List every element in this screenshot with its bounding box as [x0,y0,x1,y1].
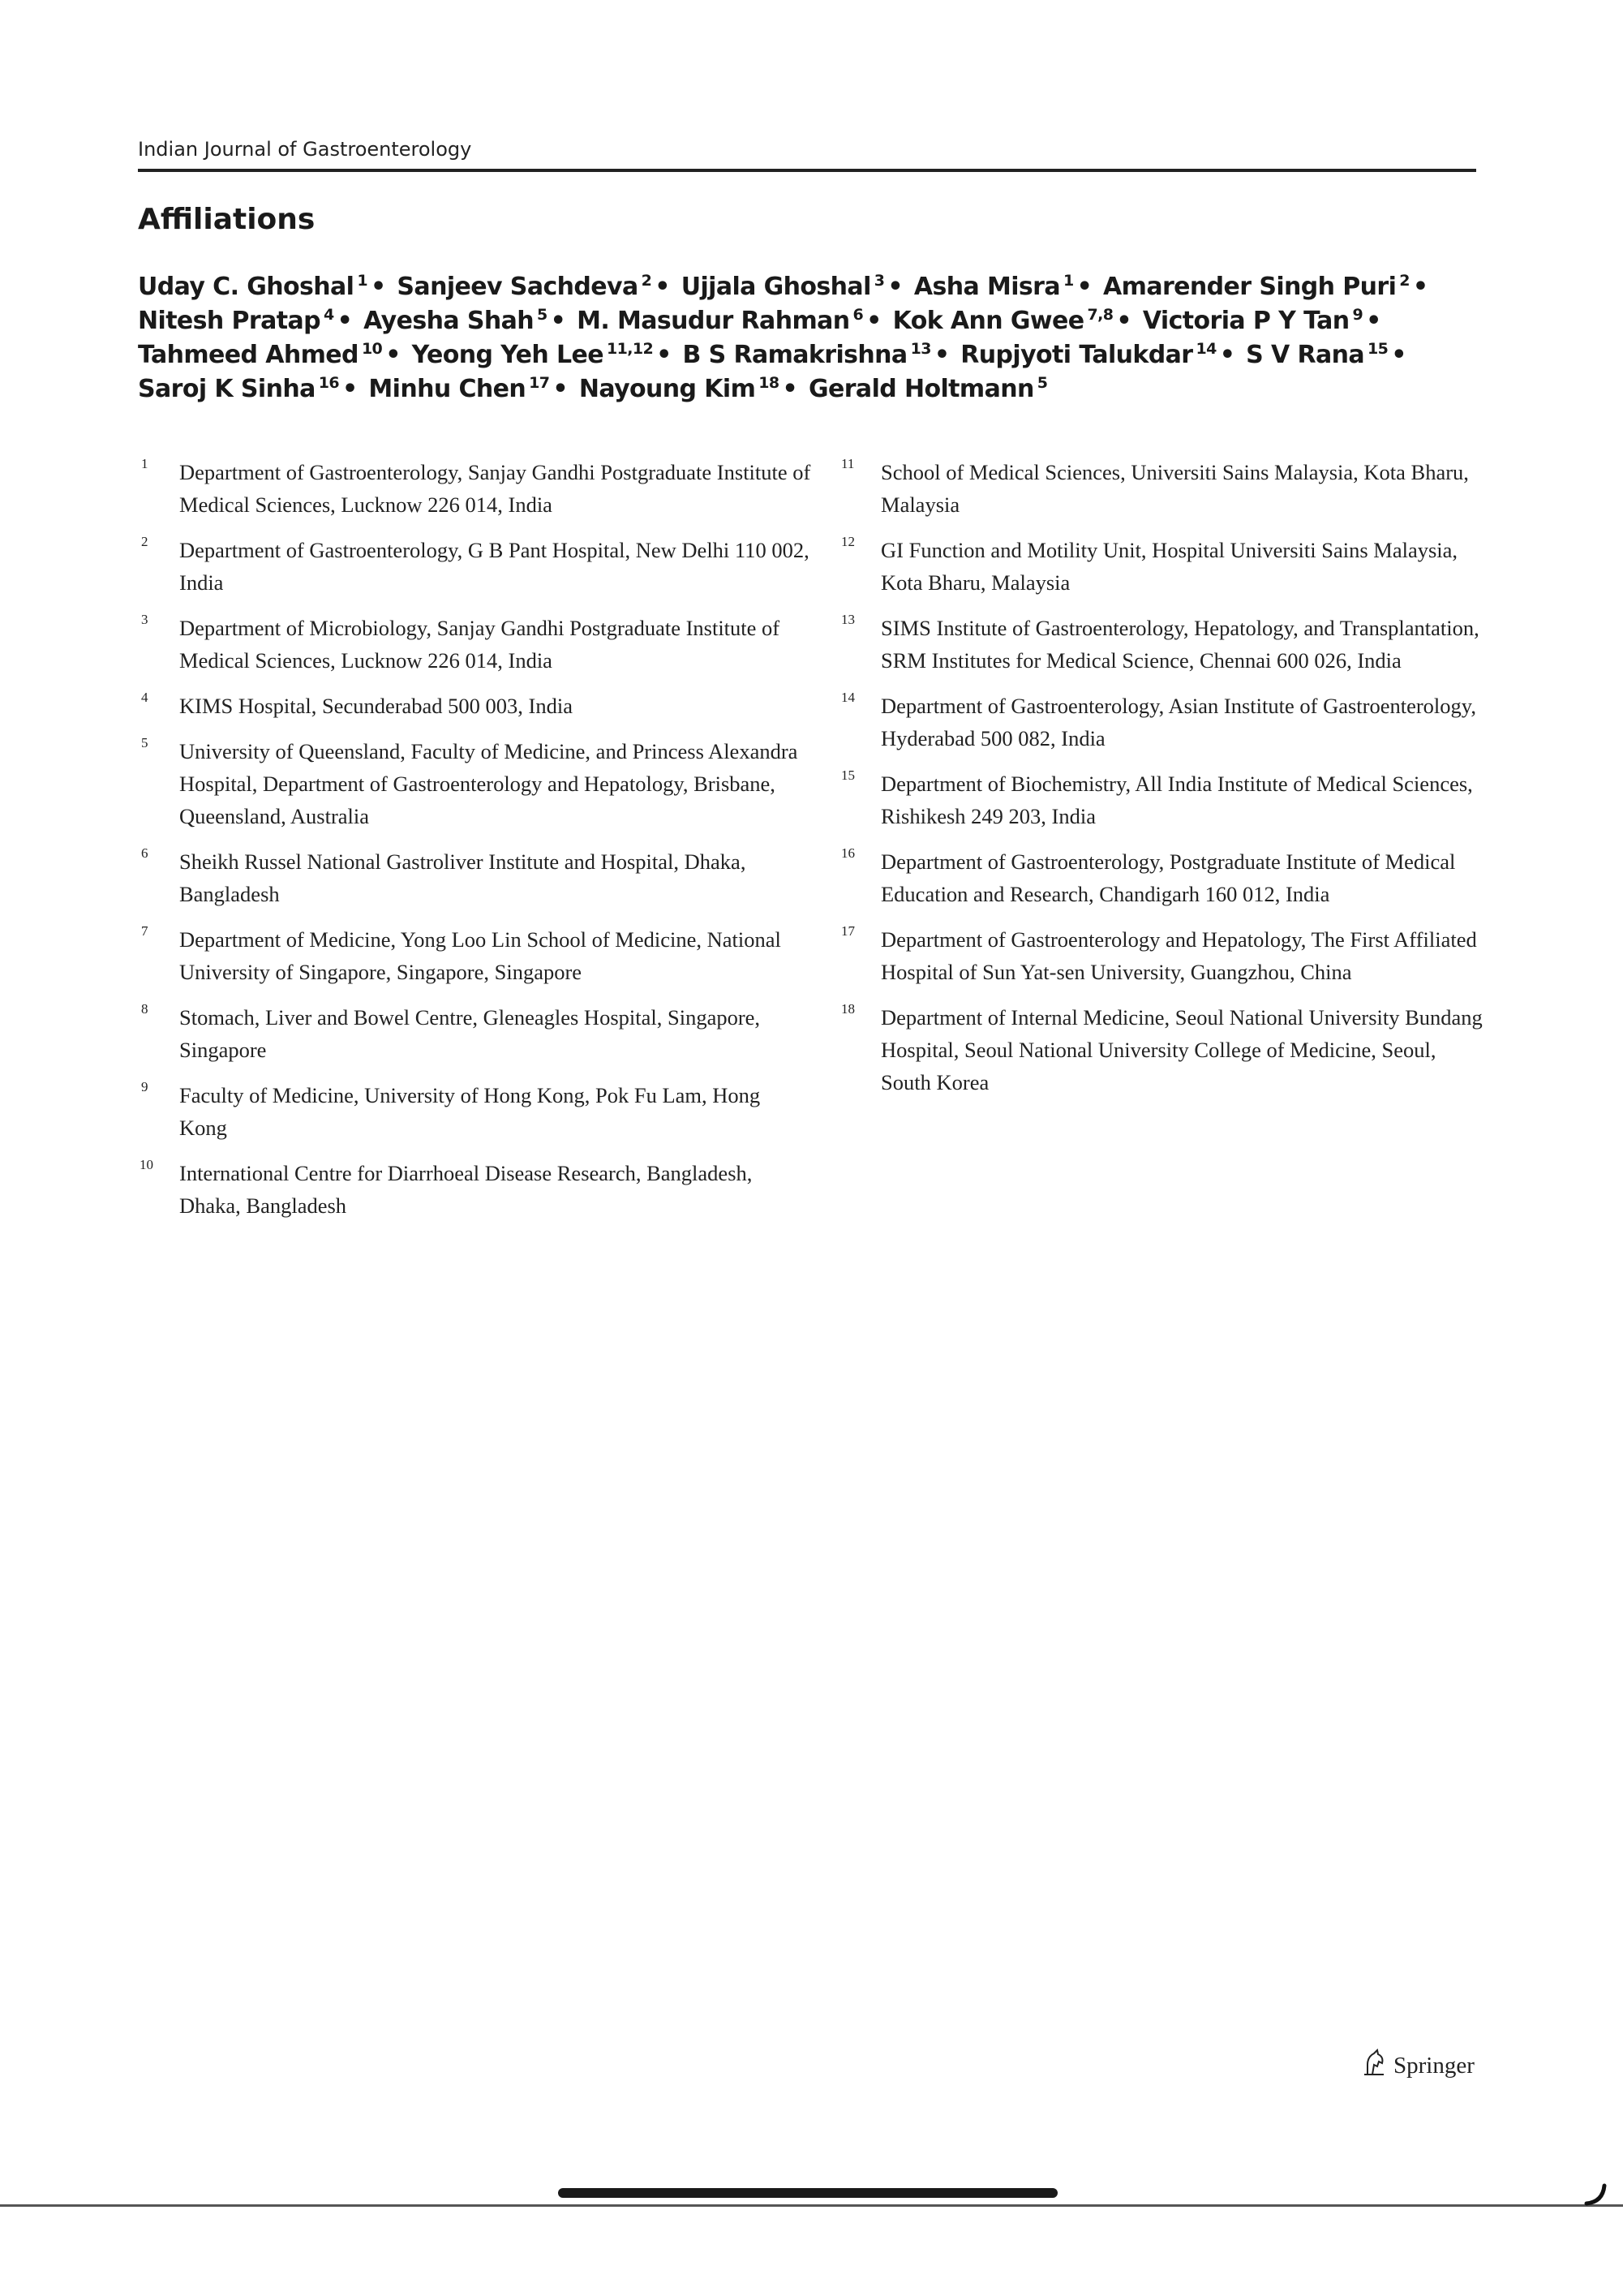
affiliation-text: GI Function and Motility Unit, Hospital Universiti Sains Malaysia, Kota Bharu, Malaysia [881,538,1458,595]
section-heading: Affiliations [138,203,316,236]
author-separator: • [1076,273,1093,301]
affiliation-item [138,690,811,722]
affiliation-text: School of Medical Sciences, Universiti Sains Malaysia, Kota Bharu, Malaysia [881,460,1469,517]
author-name-text: Asha Misra [913,273,1060,301]
affiliation-text: Department of Medicine, Yong Loo Lin School of Medicine, National University of Singapore, Singapore, Singapore [179,927,781,984]
author-affiliation-ref: 4 [324,306,334,324]
author-separator: • [552,375,568,403]
publisher-mark [1363,2049,1475,2083]
author-name [1246,341,1410,369]
affiliation-number: 10 [140,1157,153,1172]
affiliation-number: 9 [141,1079,148,1094]
author-name [683,341,953,369]
author-affiliation-ref: 14 [1196,340,1217,358]
affiliation-number: 3 [141,612,148,627]
author-affiliation-ref: 1 [357,272,367,290]
author-affiliation-ref: 10 [361,340,383,358]
affiliation-number: 16 [841,845,855,861]
author-affiliation-ref: 3 [874,272,885,290]
author-affiliation-ref: 16 [318,374,339,392]
author-affiliation-ref: 5 [537,306,547,324]
author-name-text: Nayoung Kim [578,375,756,403]
affiliation-number: 18 [841,1001,855,1017]
scroll-indicator-icon [1582,2181,1609,2212]
page-bottom-rule [0,2204,1623,2207]
affiliation-item [138,1157,811,1222]
affiliation-item [138,1079,811,1144]
affiliation-number: 8 [141,1001,148,1017]
affiliation-item [839,1001,1488,1099]
author-separator: • [1116,307,1131,335]
author-separator: • [866,307,882,335]
affiliation-text: Department of Gastroenterology, Asian Institute of Gastroenterology, Hyderabad 500 082, India [881,694,1476,750]
affiliation-number: 5 [141,735,148,750]
affiliation-item [138,735,811,832]
author-name-text: Uday C. Ghoshal [138,273,354,301]
author-separator: • [1391,341,1406,369]
author-name [681,273,906,301]
author-affiliation-ref: 2 [1399,272,1410,290]
affiliation-text: Department of Gastroenterology, Sanjay Gandhi Postgraduate Institute of Medical Sciences, Lucknow 226 014, India [179,460,811,517]
author-name-text: Saroj K Sinha [138,375,316,403]
affiliation-text: Department of Internal Medicine, Seoul National University Bundang Hospital, Seoul National University College of Medicine, Seoul, South Korea [881,1005,1483,1094]
author-affiliation-ref: 6 [852,306,864,324]
author-name-text: Victoria P Y Tan [1142,307,1350,335]
affiliation-item [138,534,811,599]
affiliation-item [138,923,811,988]
author-separator: • [337,307,353,335]
author-separator: • [1219,341,1235,369]
header-rule [138,169,1476,172]
author-separator: • [370,273,386,301]
affiliation-text: Department of Gastroenterology, G B Pant Hospital, New Delhi 110 002, India [179,538,809,595]
author-name-text: Rupjyoti Talukdar [960,341,1193,369]
author-affiliation-ref: 5 [1037,374,1048,392]
author-separator: • [655,273,670,301]
author-separator: • [656,341,672,369]
affiliation-number: 6 [141,845,148,861]
affiliation-number: 2 [141,534,148,549]
author-name [893,307,1135,335]
author-list [138,270,1501,406]
author-separator: • [341,375,358,403]
affiliation-text: Stomach, Liver and Bowel Centre, Gleneagles Hospital, Singapore, Singapore [179,1005,761,1062]
author-name-text: Nitesh Pratap [138,307,321,335]
author-affiliation-ref: 17 [529,374,550,392]
author-name [914,273,1095,301]
affiliation-text: Department of Gastroenterology, Postgraduate Institute of Medical Education and Research, Chandigarh 160 012, India [881,849,1456,906]
author-name-text: Ujjala Ghoshal [681,273,871,301]
affiliation-number: 12 [841,534,855,549]
author-name-text: Minhu Chen [368,375,526,403]
author-separator: • [782,375,798,403]
springer-horse-logo [1363,2049,1387,2083]
affiliation-number: 17 [841,923,855,939]
author-name-text: S V Rana [1246,341,1365,369]
author-name [368,375,571,403]
author-separator: • [1366,307,1381,335]
affiliations-right-column [839,456,1488,1111]
author-separator: • [1412,273,1428,301]
affiliation-number: 4 [141,690,148,705]
author-affiliation-ref: 7,8 [1087,306,1114,324]
affiliation-item [839,456,1488,521]
affiliation-text: Department of Gastroenterology and Hepatology, The First Affiliated Hospital of Sun Yat-sen University, Guangzhou, China [881,927,1477,984]
author-affiliation-ref: 18 [758,374,779,392]
author-affiliation-ref: 11,12 [606,340,654,358]
affiliation-item [138,1001,811,1066]
author-name-text: Gerald Holtmann [808,375,1034,403]
author-name-text: B S Ramakrishna [682,341,908,369]
author-name-text: Ayesha Shah [363,307,535,335]
affiliation-item [138,845,811,910]
author-affiliation-ref: 2 [641,272,652,290]
author-affiliation-ref: 13 [910,340,931,358]
author-name [138,375,361,403]
affiliation-item [138,612,811,677]
author-separator: • [934,341,950,369]
author-separator: • [550,307,566,335]
author-name-text: M. Masudur Rahman [577,307,850,335]
affiliation-item [839,845,1488,910]
affiliation-item [839,767,1488,832]
affiliation-item [839,690,1488,755]
author-name [1103,273,1431,301]
author-name-text: Amarender Singh Puri [1103,273,1397,301]
affiliations-left-column [138,456,811,1235]
author-name [397,273,672,301]
author-name-text: Tahmeed Ahmed [138,341,359,369]
author-name [809,375,1047,403]
home-indicator[interactable] [558,2188,1058,2198]
affiliation-item [839,534,1488,599]
affiliation-text: KIMS Hospital, Secunderabad 500 003, India [179,694,573,718]
publisher-name: Springer [1393,2052,1475,2079]
affiliation-number: 13 [841,612,855,627]
author-name-text: Sanjeev Sachdeva [397,273,638,301]
author-name [1143,307,1385,335]
affiliation-item [839,612,1488,677]
affiliation-item [839,923,1488,988]
affiliation-item [138,456,811,521]
author-name [577,307,885,335]
author-name-text: Kok Ann Gwee [892,307,1084,335]
affiliation-text: Faculty of Medicine, University of Hong Kong, Pok Fu Lam, Hong Kong [179,1083,761,1140]
author-affiliation-ref: 15 [1368,340,1389,358]
affiliation-number: 7 [141,923,148,939]
affiliation-text: Sheikh Russel National Gastroliver Institute and Hospital, Dhaka, Bangladesh [179,849,746,906]
affiliation-text: University of Queensland, Faculty of Medicine, and Princess Alexandra Hospital, Department of Gastroenterology and Hepatology, Brisbane, Queensland, Australia [179,739,798,828]
affiliation-number: 11 [841,456,855,471]
affiliation-number: 1 [141,456,148,471]
author-name [138,273,389,301]
author-name [138,341,404,369]
author-separator: • [887,273,903,301]
author-name [412,341,675,369]
affiliation-text: Department of Biochemistry, All India Institute of Medical Sciences, Rishikesh 249 203, India [881,772,1473,828]
affiliation-text: International Centre for Diarrhoeal Disease Research, Bangladesh, Dhaka, Bangladesh [179,1161,753,1218]
affiliation-number: 15 [841,767,855,783]
affiliation-number: 14 [841,690,855,705]
affiliation-text: Department of Microbiology, Sanjay Gandhi Postgraduate Institute of Medical Sciences, Lucknow 226 014, India [179,616,780,673]
journal-title: Indian Journal of Gastroenterology [138,138,472,161]
author-name-text: Yeong Yeh Lee [411,341,603,369]
author-affiliation-ref: 1 [1063,272,1074,290]
affiliation-text: SIMS Institute of Gastroenterology, Hepatology, and Transplantation, SRM Institutes for Medical Science, Chennai 600 026, India [881,616,1479,673]
author-name [138,307,355,335]
author-affiliation-ref: 9 [1352,306,1363,324]
author-name [579,375,801,403]
author-name [960,341,1238,369]
author-separator: • [385,341,401,369]
author-name [363,307,569,335]
